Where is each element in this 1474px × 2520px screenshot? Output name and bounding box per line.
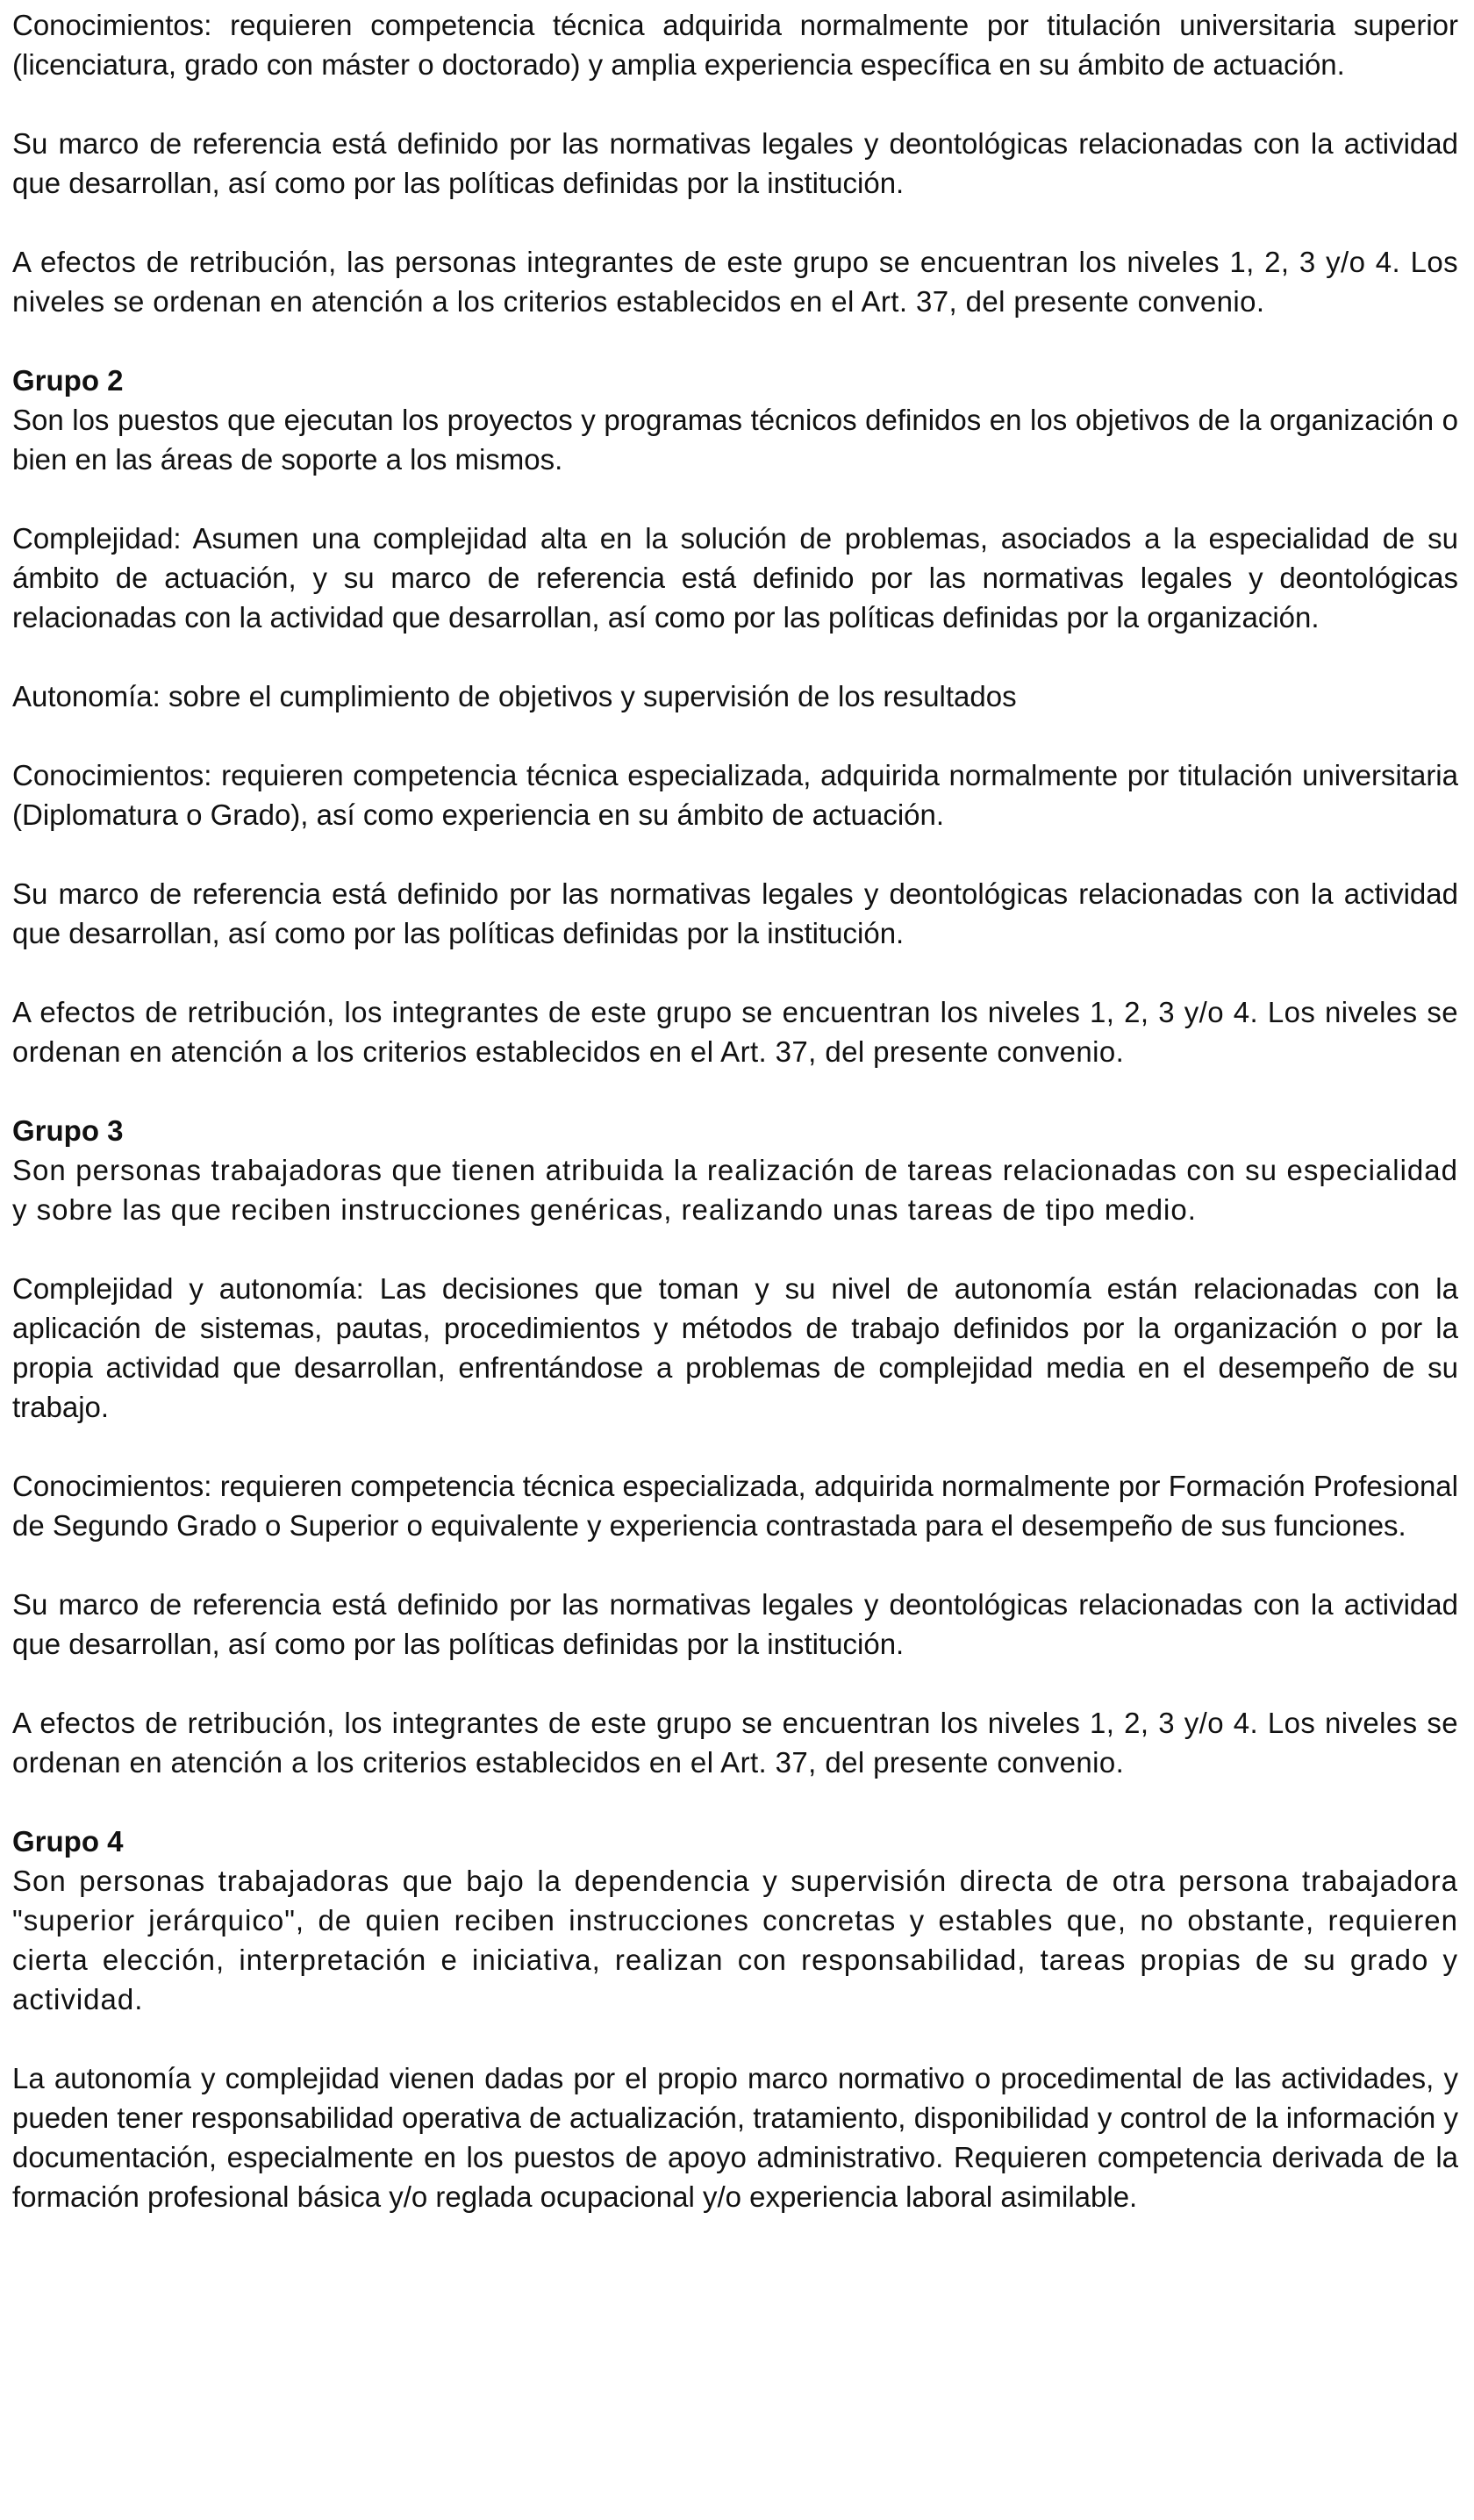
grupo-4-heading: Grupo 4 xyxy=(12,1825,124,1858)
grupo-2-retribucion: A efectos de retribución, los integrantes de este grupo se encuentran los niveles 1, 2, 3 y/o 4. Los niveles se ordenan en atención a los criterios establecidos en el Art. 37, del presente convenio. xyxy=(12,996,1458,1068)
grupo-4-autonomia-complejidad: La autonomía y complejidad vienen dadas por el propio marco normativo o procedimental de las actividades, y pueden tener responsabilidad operativa de actualización, tratamiento, disponibilidad y control de la información y documentación, especialmente en los puestos de apoyo administrativo. Requieren competencia derivada de la formación profesional básica y/o reglada ocupacional y/o experiencia laboral asimilable. xyxy=(12,2062,1458,2213)
grupo-2-autonomia: Autonomía: sobre el cumplimiento de objetivos y supervisión de los resultados xyxy=(12,680,1017,712)
grupo-2-heading: Grupo 2 xyxy=(12,364,124,397)
grupo-3-heading: Grupo 3 xyxy=(12,1114,124,1147)
intro-marco-paragraph: Su marco de referencia está definido por las normativas legales y deontológicas relacionadas con la actividad que desarrollan, así como por las políticas definidas por la institución. xyxy=(12,127,1458,199)
grupo-3-complejidad-autonomia: Complejidad y autonomía: Las decisiones que toman y su nivel de autonomía están relacionadas con la aplicación de sistemas, pautas, procedimientos y métodos de trabajo definidos por la organización o por la propia actividad que desarrollan, enfrentándose a problemas de complejidad media en el desempeño de su trabajo. xyxy=(12,1272,1458,1423)
document-page xyxy=(12,5,1458,2256)
grupo-3-conocimientos: Conocimientos: requieren competencia técnica especializada, adquirida normalmente por Formación Profesional de Segundo Grado o Superior o equivalente y experiencia contrastada para el desempeño de sus funciones. xyxy=(12,1470,1458,1542)
section-intro xyxy=(12,5,1458,321)
grupo-3-marco: Su marco de referencia está definido por las normativas legales y deontológicas relacionadas con la actividad que desarrollan, así como por las políticas definidas por la institución. xyxy=(12,1588,1458,1660)
grupo-2-description: Son los puestos que ejecutan los proyectos y programas técnicos definidos en los objetivos de la organización o bien en las áreas de soporte a los mismos. xyxy=(12,404,1458,476)
intro-conocimientos-paragraph: Conocimientos: requieren competencia técnica adquirida normalmente por titulación universitaria superior (licenciatura, grado con máster o doctorado) y amplia experiencia específica en su ámbito de actuación. xyxy=(12,9,1458,81)
grupo-2-complejidad: Complejidad: Asumen una complejidad alta en la solución de problemas, asociados a la especialidad de su ámbito de actuación, y su marco de referencia está definido por las normativas legales y deontológicas relacionadas con la actividad que desarrollan, así como por las políticas definidas por la organización. xyxy=(12,522,1458,634)
grupo-2-conocimientos: Conocimientos: requieren competencia técnica especializada, adquirida normalmente por titulación universitaria (Diplomatura o Grado), así como experiencia en su ámbito de actuación. xyxy=(12,759,1458,831)
section-grupo-3 xyxy=(12,1111,1458,1782)
section-grupo-4 xyxy=(12,1822,1458,2216)
grupo-3-retribucion: A efectos de retribución, los integrantes de este grupo se encuentran los niveles 1, 2, 3 y/o 4. Los niveles se ordenan en atención a los criterios establecidos en el Art. 37, del presente convenio. xyxy=(12,1707,1458,1779)
grupo-3-description: Son personas trabajadoras que tienen atribuida la realización de tareas relacionadas con su especialidad y sobre las que reciben instrucciones genéricas, realizando unas tareas de tipo medio. xyxy=(12,1154,1458,1226)
grupo-2-marco: Su marco de referencia está definido por las normativas legales y deontológicas relacionadas con la actividad que desarrollan, así como por las políticas definidas por la institución. xyxy=(12,877,1458,949)
section-grupo-2 xyxy=(12,361,1458,1071)
intro-retribucion-paragraph: A efectos de retribución, las personas integrantes de este grupo se encuentran los niveles 1, 2, 3 y/o 4. Los niveles se ordenan en atención a los criterios establecidos en el Art. 37, del presente convenio. xyxy=(12,246,1458,318)
grupo-4-description: Son personas trabajadoras que bajo la dependencia y supervisión directa de otra persona trabajadora "superior jerárquico", de quien reciben instrucciones concretas y estables que, no obstante, requieren cierta elección, interpretación e iniciativa, realizan con responsabilidad, tareas propias de su grado y actividad. xyxy=(12,1865,1458,2015)
